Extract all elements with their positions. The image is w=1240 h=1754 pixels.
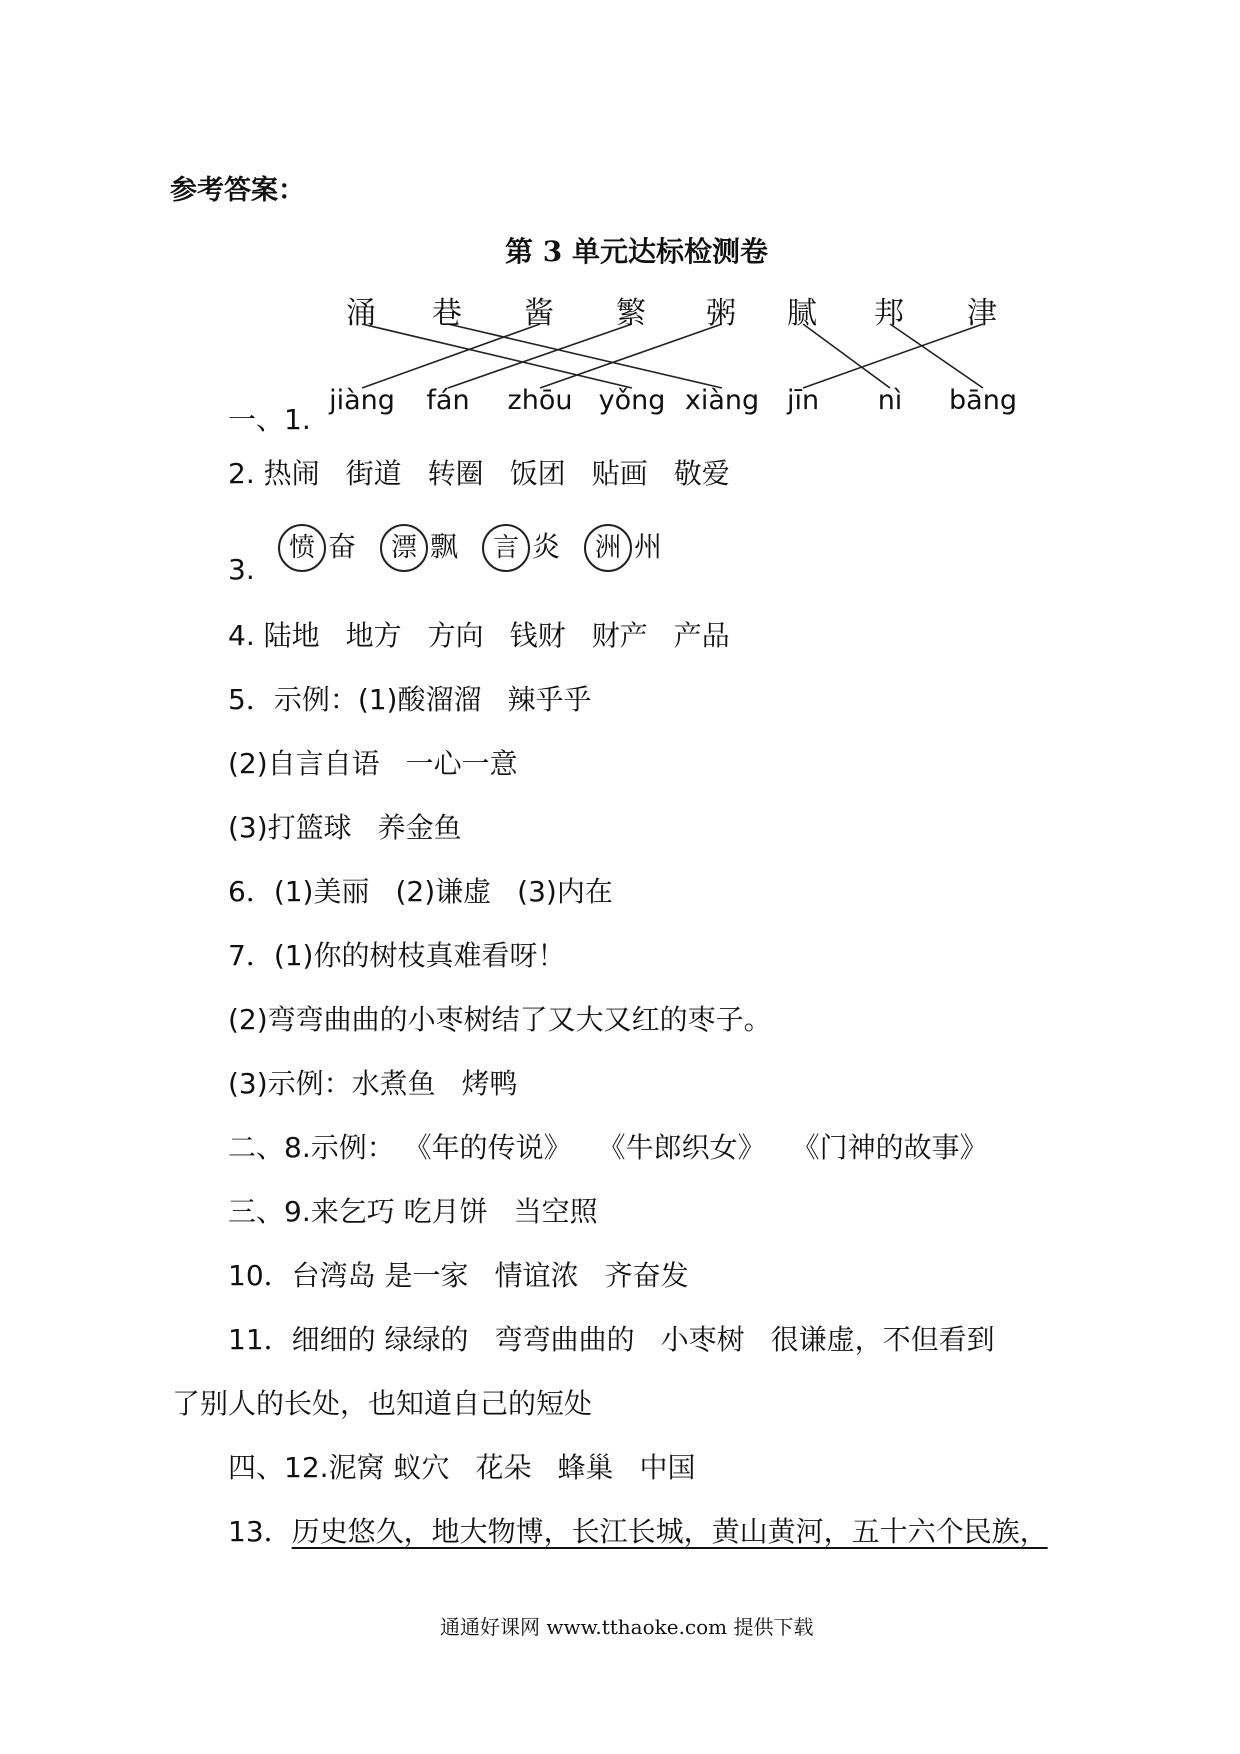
q4-words [264,619,730,652]
circled-char: 漂 [380,524,428,572]
q5-part-3a: (3)打篮球 [228,811,352,844]
q1-label: 一、1. [228,403,311,436]
q2-number: 2. [228,457,255,490]
answer-word: 贴画 [591,457,648,490]
q5-part-2b: 一心一意 [405,747,518,780]
answer-word: 方向 [427,619,484,652]
answer-word: 陆地 [263,619,320,652]
match-line [890,324,983,388]
answer-word: 蚁穴 [393,1451,450,1484]
q13-line [228,1514,1048,1550]
q5-part-1b: 辣乎乎 [507,683,592,716]
q6-part-a: 6．(1)美丽 [228,875,370,908]
plain-char: 州 [634,530,663,563]
answer-word: 情谊浓 [494,1259,579,1292]
circled-char: 洲 [584,524,632,572]
q3-number: 3. [228,553,255,586]
q7-line-2: (2)弯弯曲曲的小枣树结了又大又红的枣子。 [228,1003,772,1036]
hanzi-char: 巷 [432,296,462,331]
pinyin-word: bāng [949,385,1017,416]
q5-line-3 [228,810,462,846]
story-title: 《年的传说》 [403,1131,572,1164]
q13-number: 13． [228,1515,292,1548]
pinyin-word: jīn [786,385,820,416]
pinyin-word: yǒng [598,385,666,416]
q10-prefix: 10．台湾岛 [228,1259,376,1292]
hanzi-char: 酱 [524,296,554,331]
answer-key-title: 参考答案： [170,175,305,206]
pinyin-word: zhōu [507,385,573,416]
char-pair [584,524,662,572]
answer-word: 产品 [673,619,730,652]
plain-char: 飘 [430,530,459,563]
circled-char: 言 [482,524,530,572]
q6-part-c: (3)内在 [517,875,613,908]
answer-word: 蜂巢 [557,1451,614,1484]
pinyin-word: xiàng [684,385,760,416]
q11-line [228,1322,995,1358]
story-title: 《牛郎织女》 [597,1131,766,1164]
q7-part-3a: (3)示例：水煮鱼 [228,1067,436,1100]
q4-number: 4. [228,619,255,652]
match-line [540,324,722,388]
answer-word: 热闹 [263,457,320,490]
q9-prefix: 三、9.来乞巧 [228,1195,395,1228]
answer-word: 当空照 [513,1195,598,1228]
answer-word: 街道 [345,457,402,490]
char-pair [380,524,458,572]
q8-line [228,1130,988,1166]
q4-line [228,618,730,654]
q10-line [228,1258,689,1294]
char-pair [482,524,560,572]
q6-part-b: (2)谦虚 [395,875,492,908]
hanzi-char: 繁 [616,296,646,331]
q12-items [393,1451,695,1484]
hanzi-char: 津 [967,296,997,331]
q11-prefix: 11．细细的 [228,1323,376,1356]
q11-items [385,1323,995,1356]
match-line [803,324,890,388]
hanzi-char: 粥 [706,296,736,331]
q5-part-1a: 5．示例：(1)酸溜溜 [228,683,482,716]
answer-word: 花朵 [475,1451,532,1484]
answer-word: 很谦虚，不但看到 [770,1323,995,1356]
answer-word: 是一家 [384,1259,469,1292]
match-line [803,324,983,388]
q12-prefix: 四、12.泥窝 [228,1451,385,1484]
answer-word: 绿绿的 [384,1323,469,1356]
q5-line-2 [228,746,518,782]
hanzi-char: 涌 [346,296,376,331]
pinyin-word: nì [877,385,903,416]
answer-word: 敬爱 [673,457,730,490]
unit-test-title: 第 3 单元达标检测卷 [505,235,768,268]
plain-char: 奋 [328,530,357,563]
char-pair [278,524,356,572]
answer-word: 中国 [639,1451,696,1484]
match-line [448,324,722,388]
q7-line-1: 7．(1)你的树枝真难看呀！ [228,939,566,972]
answer-word: 吃月饼 [403,1195,488,1228]
q11-continuation: 了别人的长处，也知道自己的短处 [172,1387,593,1420]
hanzi-char: 腻 [787,296,817,331]
pinyin-word: fán [426,385,470,416]
q5-line-1 [228,682,592,718]
hanzi-char: 邦 [874,296,904,331]
answer-word: 财产 [591,619,648,652]
q2-words [264,457,730,490]
pinyin-word: jiàng [329,385,395,416]
story-title: 《门神的故事》 [791,1131,988,1164]
q9-items [404,1195,598,1228]
q7-line-3 [228,1066,518,1102]
q5-part-3b: 养金鱼 [377,811,462,844]
match-line [362,324,540,388]
q5-part-2a: (2)自言自语 [228,747,380,780]
answer-word: 齐奋发 [604,1259,689,1292]
plain-char: 炎 [532,530,561,563]
answer-word: 转圈 [427,457,484,490]
q8-prefix: 二、8.示例： [228,1131,395,1164]
answer-word: 饭团 [509,457,566,490]
q13-underlined-answer: 历史悠久，地大物博，长江长城，黄山黄河，五十六个民族， [291,1515,1048,1548]
footer-watermark: 通通好课网 www.tthaoke.com 提供下载 [440,1615,814,1639]
q12-line [228,1450,696,1486]
q7-part-3b: 烤鸭 [461,1067,518,1100]
circled-char: 愤 [278,524,326,572]
match-line [448,324,632,388]
q6-line [228,874,613,910]
match-line [362,324,632,388]
q10-items [385,1259,689,1292]
answer-word: 钱财 [509,619,566,652]
q8-items [404,1131,988,1164]
answer-word: 地方 [345,619,402,652]
answer-word: 小枣树 [660,1323,745,1356]
q3-circled-pairs [278,524,686,572]
q9-line [228,1194,598,1230]
q2-line [228,456,730,492]
answer-word: 弯弯曲曲的 [494,1323,635,1356]
